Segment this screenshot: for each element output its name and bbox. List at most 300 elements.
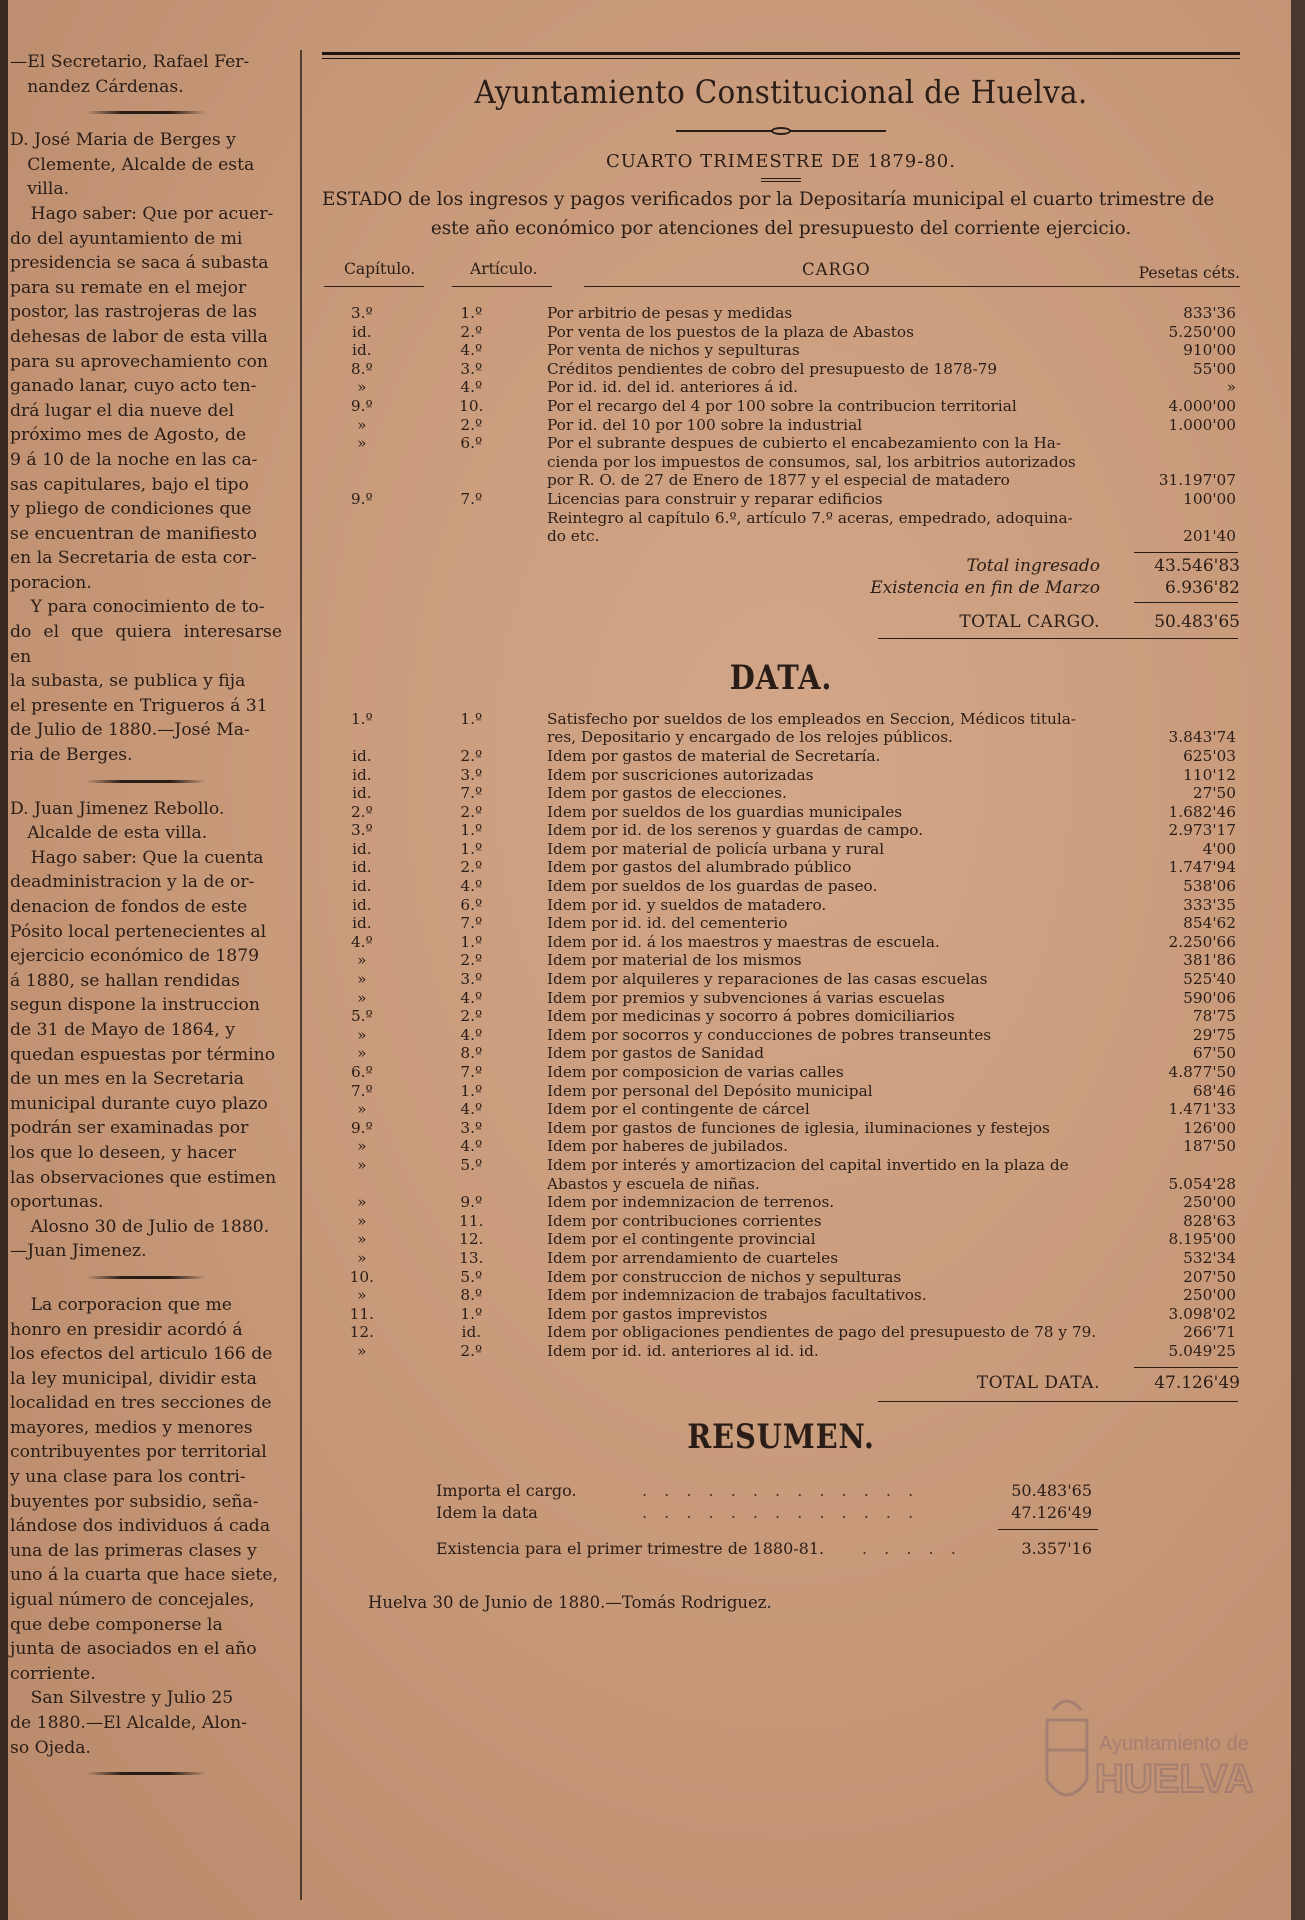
capitulo-cell: » — [357, 1193, 367, 1212]
capitulo-cell: id. — [352, 858, 372, 877]
capitulo-cell: 3.º — [350, 821, 373, 840]
table-row — [322, 1137, 1240, 1156]
concepto-cell: Idem por el contingente de cárcel — [546, 1100, 810, 1119]
resumen-block — [322, 1457, 1240, 1597]
capitulo-cell: » — [357, 1155, 367, 1174]
subtitle: CUARTO TRIMESTRE DE 1879-80. — [606, 151, 956, 172]
table-row — [322, 1249, 1240, 1268]
table-row — [322, 1175, 1240, 1194]
capitulo-cell — [322, 728, 402, 747]
sum-line — [998, 1529, 1098, 1530]
capitulo-cell: id. — [352, 784, 372, 803]
amount-cell: 100'00 — [1183, 489, 1236, 508]
amount-cell: 4'00 — [1202, 839, 1236, 858]
resumen-data-label: Idem la data — [436, 1502, 538, 1522]
text-line: de 1880.—El Alcalde, Alon- — [10, 1713, 248, 1733]
amount-cell: 590'06 — [1183, 988, 1236, 1007]
capitulo-cell: 11. — [349, 1304, 374, 1323]
articulo-cell — [402, 453, 541, 472]
existencia-label: Existencia en fin de Marzo — [870, 577, 1100, 598]
separator-ornament — [86, 1276, 206, 1279]
concepto-cell: Idem por indemnizacion de trabajos facultativos. — [546, 1286, 927, 1305]
concepto-cell: do etc. — [546, 527, 600, 546]
text-line: para su aprovechamiento con — [10, 351, 268, 372]
text-line: ejercicio económico de 1879 — [10, 946, 260, 967]
amount-cell — [1104, 453, 1240, 472]
articulo-cell: 3.º — [460, 359, 483, 378]
table-row — [322, 1230, 1240, 1249]
text-line: poracion. — [10, 572, 92, 593]
cargo-table — [322, 304, 1240, 546]
articulo-cell: 8.º — [460, 1286, 483, 1305]
amount-cell: 910'00 — [1183, 341, 1236, 360]
articulo-cell: 1.º — [460, 709, 483, 728]
articulo-cell: 7.º — [460, 914, 483, 933]
page-edge-right — [1291, 0, 1305, 1920]
text-line: en la Secretaria de esta cor- — [10, 548, 257, 569]
articulo-cell: 2.º — [460, 415, 483, 434]
capitulo-cell: 9.º — [350, 489, 373, 508]
amount-cell — [1104, 1156, 1240, 1175]
amount-cell: 67'50 — [1192, 1044, 1236, 1063]
articulo-cell — [402, 728, 541, 747]
text-line: D. Juan Jimenez Rebollo. — [10, 798, 225, 819]
text-line: contribuyentes por territorial — [10, 1442, 267, 1463]
table-row — [322, 490, 1240, 509]
amount-cell: 1.000'00 — [1168, 415, 1236, 434]
articulo-cell: 10. — [459, 396, 484, 415]
table-row — [322, 784, 1240, 803]
capitulo-cell: » — [357, 951, 367, 970]
concepto-cell: Idem por indemnizacion de terrenos. — [546, 1193, 835, 1212]
capitulo-cell: » — [357, 1230, 367, 1249]
concepto-cell: Idem por suscriciones autorizadas — [546, 765, 814, 784]
articulo-cell: 1.º — [460, 304, 483, 322]
articulo-cell: id. — [461, 1323, 482, 1342]
amount-cell: 1.747'94 — [1168, 858, 1236, 877]
amount-cell: » — [1226, 378, 1236, 397]
text-line: oportunas. — [10, 1192, 104, 1213]
text-line: dehesas de labor de esta villa — [10, 326, 268, 347]
articulo-cell: 13. — [459, 1248, 484, 1267]
table-row — [322, 1082, 1240, 1101]
signature: Huelva 30 de Junio de 1880.—Tomás Rodriguez. — [368, 1592, 772, 1612]
amount-cell: 4.000'00 — [1168, 396, 1236, 415]
text-line: para su remate en el mejor — [10, 277, 247, 298]
capitulo-cell: 2.º — [350, 802, 373, 821]
text-line: Clemente, Alcalde de esta — [27, 154, 255, 175]
amount-cell — [1104, 434, 1240, 453]
amount-cell: 27'50 — [1192, 784, 1236, 803]
capitulo-cell: id. — [352, 895, 372, 914]
text-line: corriente. — [10, 1663, 96, 1684]
capitulo-cell: 1.º — [350, 709, 373, 728]
articulo-cell: 6.º — [460, 434, 483, 453]
text-line: que debe componerse la — [10, 1614, 223, 1635]
text-line: podrán ser examinadas por — [10, 1118, 249, 1139]
concepto-cell: Licencias para construir y reparar edificios — [546, 489, 883, 508]
amount-cell: 78'75 — [1192, 1007, 1236, 1026]
text-line: de 31 de Mayo de 1864, y — [10, 1019, 235, 1040]
concepto-cell: Idem por id. id. anteriores al id. id. — [546, 1341, 819, 1360]
amount-cell: 625'03 — [1183, 746, 1236, 765]
main-column — [322, 52, 1240, 1637]
text-line: D. José Maria de Berges y — [10, 130, 236, 151]
articulo-cell: 2.º — [460, 951, 483, 970]
table-row — [322, 747, 1240, 766]
concepto-cell: Idem por premios y subvenciones á varias escuelas — [546, 988, 945, 1007]
articulo-cell: 7.º — [460, 1063, 483, 1081]
articulo-cell — [402, 471, 541, 490]
capitulo-cell: » — [357, 970, 367, 989]
concepto-cell: Idem por id. id. del cementerio — [546, 914, 788, 933]
separator-ornament — [86, 780, 206, 783]
text-line: Pósito local pertenecientes al — [10, 921, 267, 942]
articulo-cell: 3.º — [460, 765, 483, 784]
separator-ornament — [86, 1772, 206, 1775]
table-row — [322, 803, 1240, 822]
articulo-cell: 1.º — [460, 1081, 483, 1100]
amount-cell: 532'34 — [1183, 1248, 1236, 1267]
articulo-cell: 2.º — [460, 858, 483, 877]
header-pesetas: Pesetas céts. — [1138, 264, 1240, 282]
text-line: sas capitulares, bajo el tipo — [10, 474, 249, 495]
text-line: Hago saber: Que la cuenta — [30, 847, 264, 868]
table-row — [322, 766, 1240, 785]
intro-line-2: este año económico por atenciones del presupuesto del corriente ejercicio. — [430, 218, 1132, 239]
capitulo-cell: 12. — [349, 1323, 374, 1342]
table-row — [322, 1026, 1240, 1045]
amount-cell: 3.843'74 — [1168, 728, 1236, 747]
total-data: 47.126'49 — [1154, 1372, 1240, 1393]
subtitle-rule — [761, 178, 801, 182]
text-line: —El Secretario, Rafael Fer- — [10, 52, 250, 72]
articulo-cell — [402, 509, 541, 528]
table-row — [322, 1063, 1240, 1082]
resumen-existencia: 3.357'16 — [1021, 1538, 1092, 1558]
capitulo-cell: 9.º — [350, 396, 373, 415]
resumen-cargo: 50.483'65 — [1011, 1480, 1092, 1500]
articulo-cell: 7.º — [460, 784, 483, 803]
concepto-cell: Idem por haberes de jubilados. — [546, 1137, 789, 1156]
text-line: La corporacion que me — [30, 1294, 232, 1315]
text-line: Y para conocimiento de to- — [30, 597, 265, 618]
amount-cell: 266'71 — [1183, 1323, 1236, 1342]
amount-cell: 187'50 — [1183, 1137, 1236, 1156]
table-row — [322, 728, 1240, 747]
capitulo-cell: » — [357, 1211, 367, 1230]
capitulo-cell: id. — [352, 914, 372, 933]
text-line: los efectos del articulo 166 de — [10, 1344, 273, 1365]
capitulo-cell: 3.º — [350, 304, 373, 322]
capitulo-cell: 9.º — [350, 1118, 373, 1137]
amount-cell: 110'12 — [1183, 765, 1236, 784]
articulo-cell — [402, 527, 541, 546]
amount-cell: 5.250'00 — [1168, 322, 1236, 341]
articulo-cell: 5.º — [460, 1267, 483, 1286]
capitulo-cell: id. — [352, 765, 372, 784]
articulo-cell: 4.º — [460, 877, 483, 896]
concepto-cell: Idem por id. y sueldos de matadero. — [546, 895, 827, 914]
text-line: Alosno 30 de Julio de 1880. — [30, 1216, 270, 1237]
table-row — [322, 1323, 1240, 1342]
table-row — [322, 877, 1240, 896]
capitulo-cell: 5.º — [350, 1007, 373, 1026]
concepto-cell: Idem por id. á los maestros y maestras de escuela. — [546, 932, 940, 951]
header-underline — [324, 286, 424, 287]
amount-cell: 250'00 — [1183, 1286, 1236, 1305]
intro-line-1: ESTADO de los ingresos y pagos verificados por la Depositaría municipal el cuarto trimestre de — [322, 189, 1215, 210]
text-line: do el que quiera interesarse en — [10, 622, 282, 667]
amount-cell: 31.197'07 — [1158, 471, 1236, 490]
capitulo-cell: 4.º — [350, 932, 373, 951]
table-row — [322, 951, 1240, 970]
text-line: do del ayuntamiento de mi — [10, 228, 243, 249]
concepto-cell: Idem por gastos de funciones de iglesia, iluminaciones y festejos — [546, 1118, 1050, 1137]
header-underline — [452, 286, 552, 287]
amount-cell: 250'00 — [1183, 1193, 1236, 1212]
stamp-line-2: HUELVA — [1095, 1757, 1254, 1801]
articulo-cell: 3.º — [460, 970, 483, 989]
amount-cell: 2.250'66 — [1168, 932, 1236, 951]
table-row — [322, 1268, 1240, 1287]
table-row — [322, 1212, 1240, 1231]
concepto-cell: Satisfecho por sueldos de los empleados en Seccion, Médicos titula- — [546, 709, 1077, 728]
capitulo-cell: » — [357, 1248, 367, 1267]
table-row — [322, 914, 1240, 933]
text-line: las observaciones que estimen — [10, 1167, 277, 1188]
sum-line — [1134, 552, 1238, 553]
amount-cell — [1104, 509, 1240, 528]
notice-alosno — [10, 797, 282, 1264]
capitulo-cell: » — [357, 1137, 367, 1156]
amount-cell: 4.877'50 — [1168, 1063, 1236, 1081]
text-line: ganado lanar, cuyo acto ten- — [10, 376, 257, 397]
articulo-cell: 4.º — [460, 378, 483, 397]
text-line: próximo mes de Agosto, de — [10, 425, 247, 446]
table-row — [322, 821, 1240, 840]
resumen-existencia-label: Existencia para el primer trimestre de 1880-81. — [436, 1538, 825, 1558]
text-line: mayores, medios y menores — [10, 1417, 253, 1438]
top-rule-thin — [322, 58, 1240, 59]
leader-dots: . . . . . — [862, 1538, 962, 1558]
text-line: buyentes por subsidio, seña- — [10, 1491, 259, 1512]
articulo-cell: 12. — [459, 1230, 484, 1249]
table-row — [322, 434, 1240, 453]
capitulo-cell: id. — [352, 877, 372, 896]
amount-cell: 126'00 — [1183, 1118, 1236, 1137]
text-line: presidencia se saca á subasta — [10, 253, 269, 274]
articulo-cell: 4.º — [460, 1025, 483, 1044]
concepto-cell: por R. O. de 27 de Enero de 1877 y el especial de matadero — [546, 471, 1010, 490]
amount-cell: 525'40 — [1183, 970, 1236, 989]
table-row — [322, 304, 1240, 323]
amount-cell: 5.054'28 — [1168, 1174, 1236, 1193]
concepto-cell: Idem por gastos imprevistos — [546, 1304, 768, 1323]
amount-cell: 854'62 — [1183, 914, 1236, 933]
text-line: —Juan Jimenez. — [10, 1241, 147, 1262]
text-line: quedan espuestas por término — [10, 1044, 276, 1065]
text-line: honro en presidir acordó á — [10, 1319, 243, 1340]
header-underline — [584, 286, 1240, 287]
amount-cell: 207'50 — [1183, 1267, 1236, 1286]
amount-cell: 68'46 — [1192, 1081, 1236, 1100]
text-line: postor, las rastrojeras de las — [10, 302, 257, 323]
articulo-cell: 4.º — [460, 1137, 483, 1156]
amount-cell: 5.049'25 — [1168, 1341, 1236, 1360]
amount-cell: 55'00 — [1192, 359, 1236, 378]
table-row — [322, 471, 1240, 490]
capitulo-cell: » — [357, 988, 367, 1007]
capitulo-cell: » — [357, 1100, 367, 1119]
text-line: San Silvestre y Julio 25 — [30, 1688, 234, 1709]
sum-line — [878, 638, 1238, 639]
table-row — [322, 710, 1240, 729]
text-line: lándose dos individuos á cada — [10, 1516, 271, 1537]
text-line: drá lugar el dia nueve del — [10, 400, 235, 421]
text-line: localidad en tres secciones de — [10, 1393, 272, 1414]
capitulo-cell: » — [357, 1286, 367, 1305]
capitulo-cell — [322, 1175, 402, 1194]
concepto-cell: Idem por alquileres y reparaciones de las casas escuelas — [546, 970, 988, 989]
articulo-cell: 2.º — [460, 1007, 483, 1026]
header-cargo: CARGO — [802, 260, 871, 279]
concepto-cell: Idem por personal del Depósito municipal — [546, 1081, 873, 1100]
concepto-cell: Por el subrante despues de cubierto el encabezamiento con la Ha- — [546, 434, 1062, 453]
capitulo-cell: » — [357, 378, 367, 397]
amount-cell: 2.973'17 — [1168, 821, 1236, 840]
amount-cell: 8.195'00 — [1168, 1230, 1236, 1249]
text-line: la subasta, se publica y fija — [10, 671, 246, 692]
text-line: uno á la cuarta que hace siete, — [10, 1565, 278, 1586]
table-row — [322, 1342, 1240, 1361]
page-edge-left — [0, 0, 8, 1920]
text-line: Alcalde de esta villa. — [27, 823, 208, 844]
sum-line — [1134, 602, 1238, 603]
articulo-cell: 2.º — [460, 322, 483, 341]
resumen-title: RESUMEN. — [687, 1416, 875, 1457]
table-row — [322, 323, 1240, 342]
leader-dots: . . . . . . . . . . . . . — [642, 1480, 920, 1500]
text-line: municipal durante cuyo plazo — [10, 1093, 268, 1114]
data-totals — [322, 1361, 1240, 1411]
table-row — [322, 453, 1240, 472]
articulo-cell: 4.º — [460, 988, 483, 1007]
concepto-cell: Idem por el contingente provincial — [546, 1230, 816, 1249]
notice-trigueros — [10, 128, 282, 767]
concepto-cell: Por venta de nichos y sepulturas — [546, 341, 800, 360]
table-row — [322, 896, 1240, 915]
archive-stamp-watermark — [1017, 1680, 1257, 1880]
amount-cell: 29'75 — [1192, 1025, 1236, 1044]
capitulo-cell — [322, 471, 402, 490]
concepto-cell: Abastos y escuela de niñas. — [546, 1174, 760, 1193]
text-line: villa. — [27, 179, 70, 200]
table-row — [322, 1119, 1240, 1138]
text-line: una de las primeras clases y — [10, 1540, 257, 1561]
page-title: Ayuntamiento Constitucional de Huelva. — [474, 73, 1088, 111]
articulo-cell: 1.º — [460, 1304, 483, 1323]
table-row — [322, 1156, 1240, 1175]
column-headers — [322, 254, 1240, 290]
articulo-cell: 3.º — [460, 1118, 483, 1137]
data-title: DATA. — [729, 657, 833, 698]
table-row — [322, 360, 1240, 379]
articulo-cell: 6.º — [460, 895, 483, 914]
capitulo-cell: 8.º — [350, 359, 373, 378]
concepto-cell: Idem por material de policía urbana y rural — [546, 839, 885, 858]
concepto-cell: Idem por gastos del alumbrado público — [546, 858, 852, 877]
articulo-cell: 7.º — [460, 489, 483, 508]
articulo-cell — [402, 1175, 541, 1194]
text-line: nandez Cárdenas. — [27, 76, 184, 97]
capitulo-cell: » — [357, 1341, 367, 1360]
amount-cell: 3.098'02 — [1168, 1304, 1236, 1323]
articulo-cell: 2.º — [460, 1341, 483, 1360]
header-articulo: Artículo. — [470, 260, 538, 278]
total-cargo-label: TOTAL CARGO. — [959, 611, 1100, 632]
concepto-cell: Idem por gastos de Sanidad — [546, 1044, 765, 1063]
header-capitulo: Capítulo. — [344, 260, 416, 278]
capitulo-cell — [322, 509, 402, 528]
table-row — [322, 1305, 1240, 1324]
stamp-line-1: Ayuntamiento de — [1099, 1733, 1249, 1755]
text-line: los que lo deseen, y hacer — [10, 1142, 236, 1163]
capitulo-cell: » — [357, 1025, 367, 1044]
text-line: de un mes en la Secretaria — [10, 1069, 244, 1090]
table-row — [322, 840, 1240, 859]
amount-cell: 1.682'46 — [1168, 802, 1236, 821]
articulo-cell: 1.º — [460, 821, 483, 840]
total-ingresado: 43.546'83 — [1154, 555, 1240, 576]
capitulo-cell: 6.º — [350, 1063, 373, 1081]
leader-dots: . . . . . . . . . . . . . — [642, 1502, 920, 1522]
table-row — [322, 1044, 1240, 1063]
concepto-cell: Idem por composicion de varias calles — [546, 1063, 844, 1081]
articulo-cell: 8.º — [460, 1044, 483, 1063]
concepto-cell: cienda por los impuestos de consumos, sal, los arbitrios autorizados — [546, 452, 1076, 471]
capitulo-cell: » — [357, 1044, 367, 1063]
text-line: so Ojeda. — [10, 1737, 91, 1758]
capitulo-cell: id. — [352, 839, 372, 858]
amount-cell: 333'35 — [1183, 895, 1236, 914]
table-row — [322, 378, 1240, 397]
signature-block — [322, 1592, 1240, 1637]
column-rule — [300, 50, 302, 1900]
text-line: á 1880, se hallan rendidas — [10, 970, 240, 991]
concepto-cell: Idem por arrendamiento de cuarteles — [546, 1248, 839, 1267]
articulo-cell: 5.º — [460, 1155, 483, 1174]
concepto-cell: Idem por contribuciones corrientes — [546, 1211, 822, 1230]
table-row — [322, 509, 1240, 528]
table-row — [322, 970, 1240, 989]
capitulo-cell: » — [357, 434, 367, 453]
amount-cell: 833'36 — [1183, 304, 1236, 322]
text-line: ria de Berges. — [10, 745, 133, 766]
concepto-cell: Idem por material de los mismos — [546, 951, 802, 970]
text-line: la ley municipal, dividir esta — [10, 1368, 257, 1389]
table-row — [322, 1286, 1240, 1305]
articulo-cell: 9.º — [460, 1193, 483, 1212]
sum-line — [1134, 1367, 1238, 1368]
articulo-cell: 1.º — [460, 932, 483, 951]
text-line: Hago saber: Que por acuer- — [30, 203, 274, 224]
separator-ornament — [86, 111, 206, 114]
articulo-cell: 2.º — [460, 746, 483, 765]
cargo-totals — [322, 546, 1240, 666]
total-data-label: TOTAL DATA. — [976, 1372, 1100, 1393]
capitulo-cell: 7.º — [350, 1081, 373, 1100]
